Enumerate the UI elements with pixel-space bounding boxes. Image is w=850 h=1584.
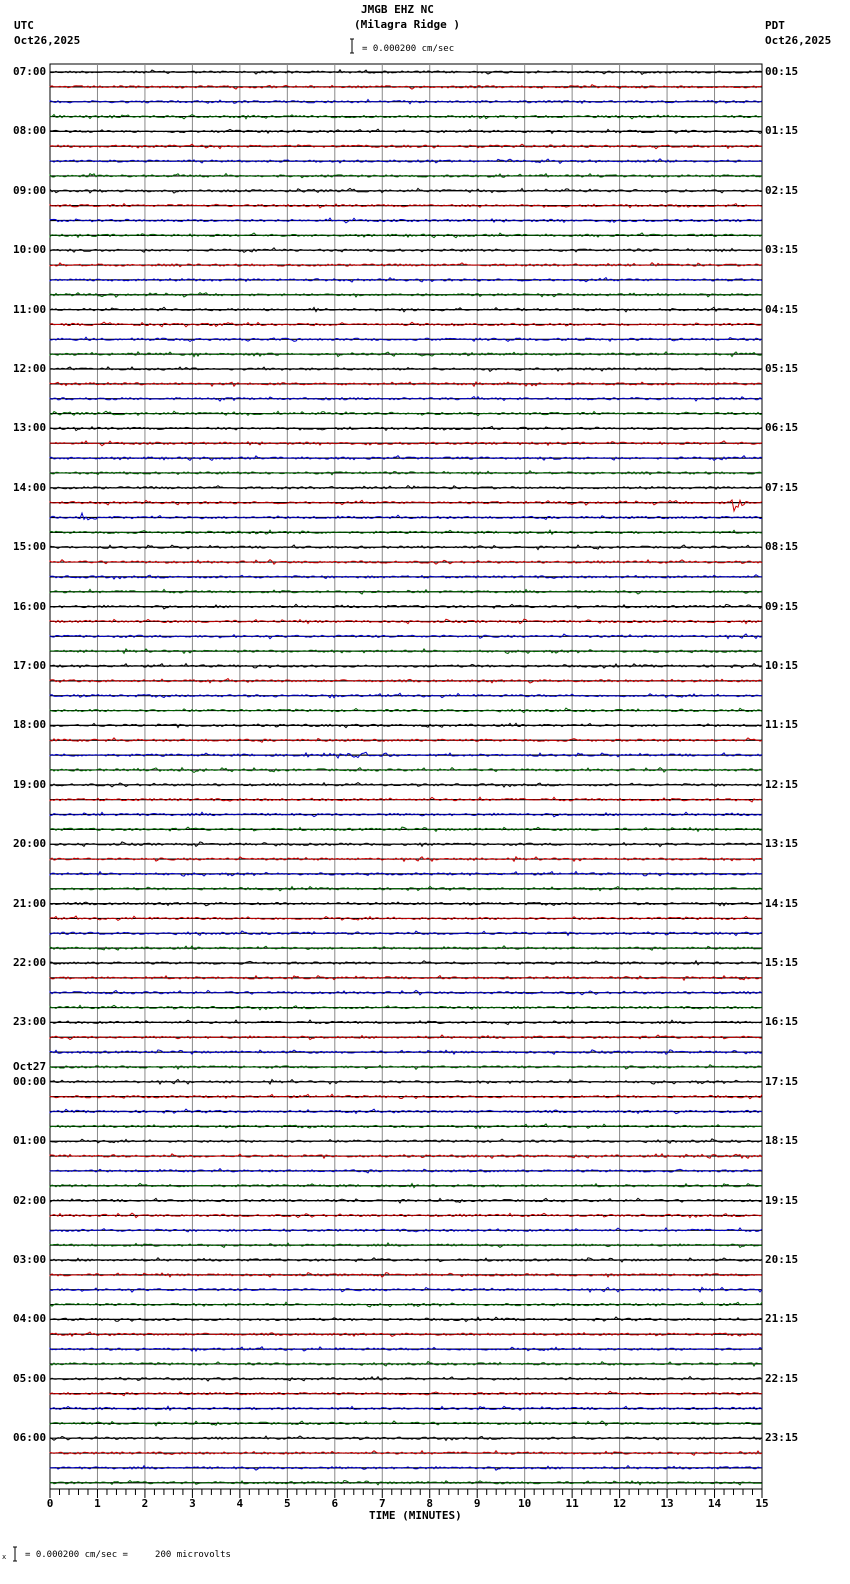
pdt-hour-label: 01:15 (765, 124, 799, 138)
pdt-hour-label: 09:15 (765, 599, 799, 613)
scale-label: = 0.000200 cm/sec (362, 44, 455, 54)
pdt-hour-label: 16:15 (765, 1015, 799, 1029)
pdt-hour-label: 12:15 (765, 777, 799, 791)
utc-hour-label: 17:00 (13, 659, 47, 672)
utc-hour-label: 16:00 (13, 599, 47, 613)
pdt-hour-label: 07:15 (765, 480, 799, 494)
utc-hour-label: 00:00 (13, 1074, 47, 1088)
x-tick-label: 2 (141, 1497, 149, 1510)
left-date: Oct26,2025 (14, 34, 81, 47)
utc-hour-label: 20:00 (13, 837, 47, 851)
utc-hour-label: 05:00 (13, 1371, 47, 1385)
utc-hour-label: 02:00 (13, 1193, 47, 1207)
utc-hour-label: 15:00 (13, 540, 47, 554)
pdt-hour-label: 08:15 (765, 540, 799, 554)
utc-hour-label: 11:00 (13, 302, 47, 316)
pdt-hour-label: 02:15 (765, 183, 799, 197)
station-title: JMGB EHZ NC (361, 3, 434, 16)
utc-hour-label: 14:00 (13, 480, 47, 494)
utc-hour-label: 12:00 (13, 362, 47, 375)
utc-hour-label: 13:00 (13, 421, 47, 435)
utc-hour-label: 19:00 (13, 777, 47, 791)
utc-hour-label: 06:00 (13, 1431, 47, 1445)
pdt-hour-label: 19:15 (765, 1193, 799, 1207)
pdt-hour-label: 22:15 (765, 1371, 799, 1385)
x-tick-label: 10 (518, 1497, 532, 1510)
footer-prefix: x (2, 1553, 7, 1561)
x-tick-label: 3 (189, 1497, 196, 1510)
x-tick-label: 6 (331, 1497, 339, 1510)
pdt-hour-label: 05:15 (765, 362, 799, 375)
footer-scale-label: = 0.000200 cm/sec = 200 microvolts (25, 1550, 231, 1560)
pdt-hour-label: 04:15 (765, 302, 799, 316)
pdt-hour-label: 17:15 (765, 1074, 799, 1088)
utc-hour-label: 04:00 (13, 1312, 47, 1326)
utc-hour-label: 10:00 (13, 243, 47, 257)
utc-hour-label: 03:00 (13, 1253, 47, 1266)
pdt-hour-label: 13:15 (765, 837, 799, 851)
utc-hour-label: 08:00 (13, 124, 47, 138)
x-tick-label: 4 (236, 1497, 244, 1510)
right-date: Oct26,2025 (765, 34, 832, 47)
utc-date-change-label: Oct27 (13, 1059, 47, 1073)
pdt-hour-label: 11:15 (765, 718, 799, 732)
x-tick-label: 0 (46, 1497, 54, 1510)
pdt-hour-label: 15:15 (765, 956, 799, 969)
x-tick-label: 7 (378, 1497, 386, 1510)
x-tick-label: 14 (707, 1497, 722, 1510)
pdt-hour-label: 21:15 (765, 1312, 799, 1326)
utc-hour-label: 09:00 (13, 183, 47, 197)
x-tick-label: 8 (426, 1497, 434, 1510)
utc-hour-label: 18:00 (13, 718, 47, 732)
pdt-hour-label: 14:15 (765, 896, 799, 910)
x-tick-label: 5 (284, 1497, 291, 1510)
pdt-hour-label: 03:15 (765, 243, 799, 257)
x-tick-label: 15 (755, 1497, 769, 1510)
utc-hour-label: 01:00 (13, 1134, 47, 1148)
x-tick-label: 13 (660, 1497, 674, 1510)
x-tick-label: 12 (612, 1497, 627, 1510)
pdt-hour-label: 23:15 (765, 1431, 799, 1445)
utc-hour-label: 21:00 (13, 896, 47, 910)
utc-hour-label: 07:00 (13, 65, 47, 78)
left-timezone: UTC (14, 19, 34, 32)
pdt-hour-label: 20:15 (765, 1253, 799, 1266)
utc-hour-label: 22:00 (13, 956, 47, 969)
x-axis-label: TIME (MINUTES) (369, 1509, 462, 1522)
station-location: (Milagra Ridge ) (354, 18, 460, 31)
x-tick-label: 1 (94, 1497, 101, 1510)
right-timezone: PDT (765, 19, 785, 32)
utc-hour-label: 23:00 (13, 1015, 47, 1029)
pdt-hour-label: 18:15 (765, 1134, 799, 1148)
pdt-hour-label: 10:15 (765, 659, 799, 672)
x-tick-label: 9 (473, 1497, 481, 1510)
pdt-hour-label: 06:15 (765, 421, 799, 435)
pdt-hour-label: 00:15 (765, 65, 799, 78)
x-tick-label: 11 (565, 1497, 579, 1510)
